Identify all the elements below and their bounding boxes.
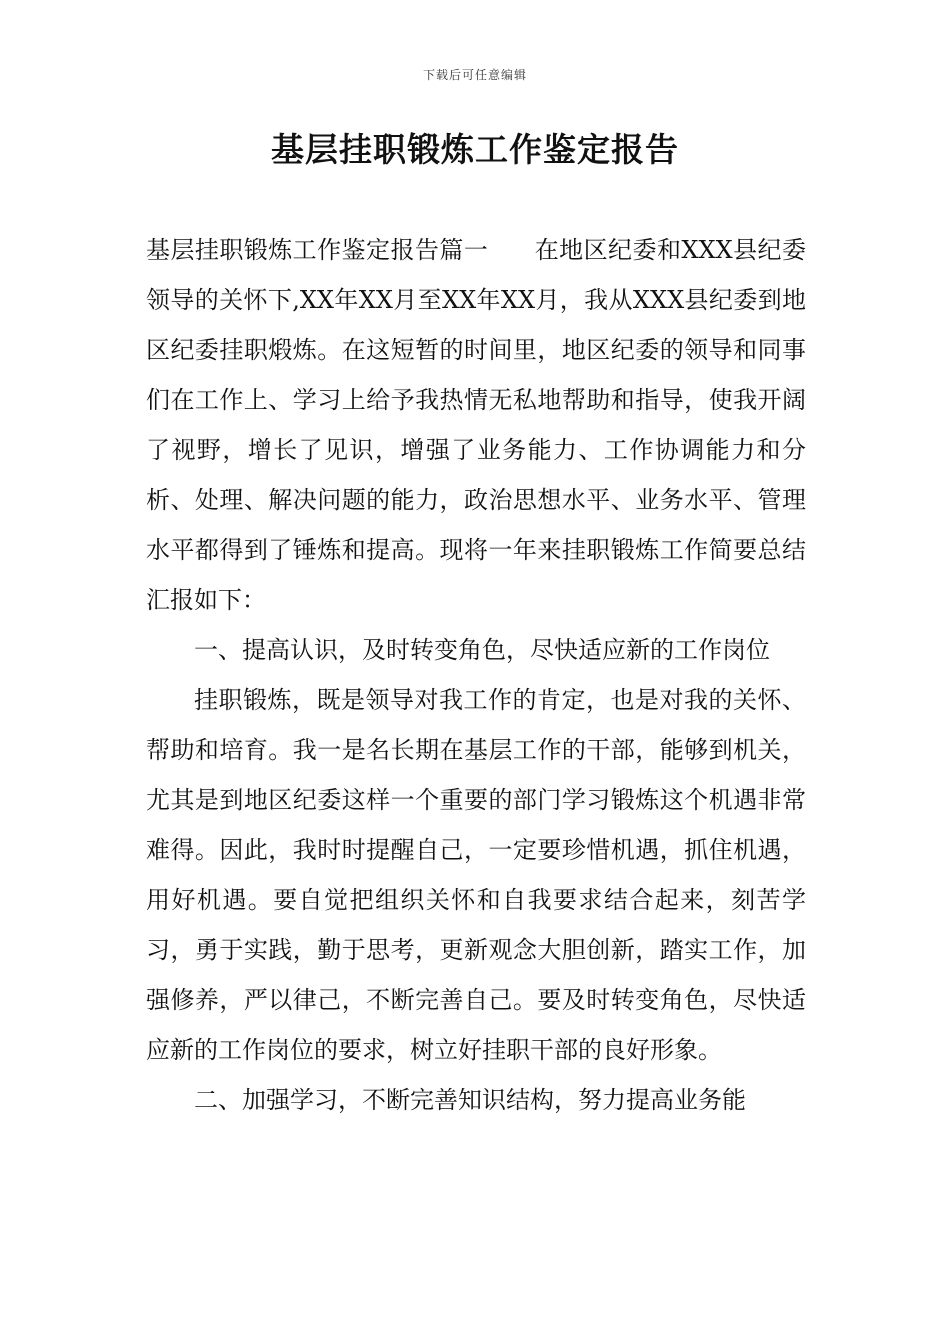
intro-body: 在地区纪委和XXX县纪委领导的关怀下,XX年XX月至XX年XX月，我从XXX县纪委到地区纪委挂职煅炼。在这短暂的时间里，地区纪委的领导和同事们在工作上、学习上给予我热情无私地帮助和指导，使我开阔了视野，增长了见识，增强了业务能力、工作协调能力和分析、处理、解决问题的能力，政治思想水平、业务水平、管理水平都得到了锤炼和提高。现将一年来挂职锻炼工作简要总结汇报如下： [146, 236, 806, 614]
section-2-heading: 二、加强学习，不断完善知识结构，努力提高业务能 [194, 1086, 746, 1114]
section-1-heading: 一、提高认识，及时转变角色，尽快适应新的工作岗位 [194, 636, 770, 664]
document-title: 基层挂职锻炼工作鉴定报告 [271, 130, 679, 169]
section-1-body: 挂职锻炼，既是领导对我工作的肯定，也是对我的关怀、帮助和培育。我一是名长期在基层工作的干部，能够到机关，尤其是到地区纪委这样一个重要的部门学习锻炼这个机遇非常难得。因此，我时时提醒自己，一定要珍惜机遇，抓住机遇，用好机遇。要自觉把组织关怀和自我要求结合起来，刻苦学习，勇于实践，勤于思考，更新观念大胆创新，踏实工作，加强修养，严以律己，不断完善自己。要及时转变角色，尽快适应新的工作岗位的要求，树立好挂职干部的良好形象。 [146, 686, 806, 1064]
document-body [146, 225, 806, 1125]
intro-lead: 基层挂职锻炼工作鉴定报告篇一 [146, 236, 489, 264]
intro-paragraph [146, 225, 806, 625]
header-note: 下载后可任意编辑 [422, 68, 527, 82]
